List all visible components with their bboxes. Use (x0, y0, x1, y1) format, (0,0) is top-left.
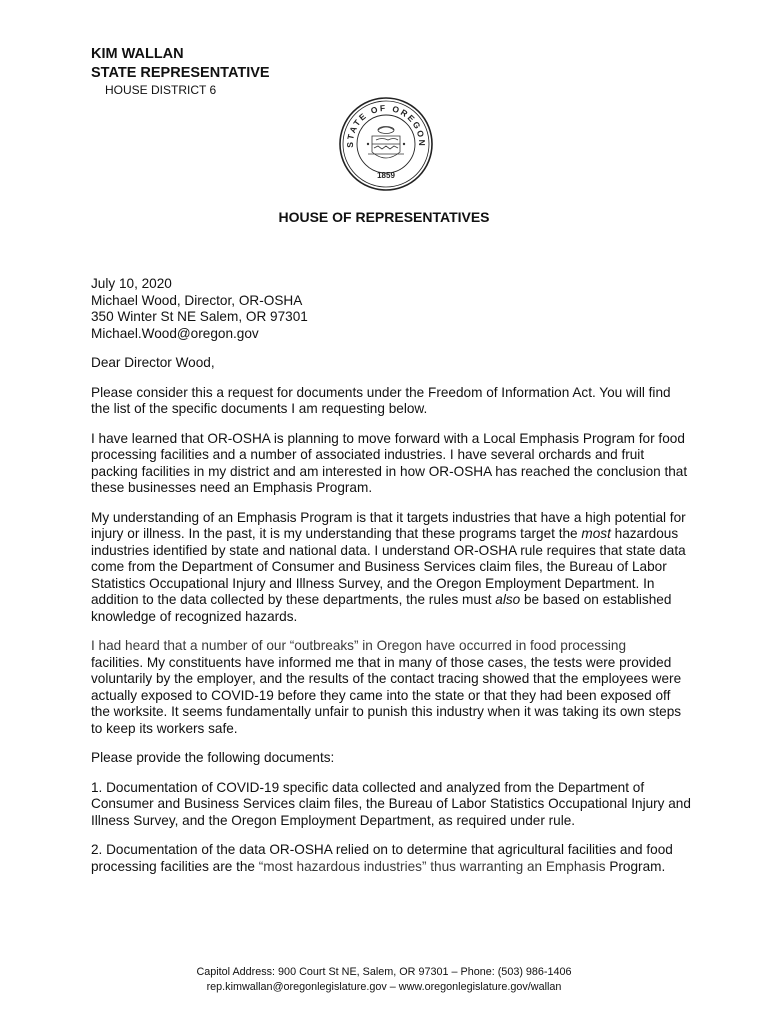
paragraph-2: I have learned that OR-OSHA is planning to move forward with a Local Emphasis Program for food processing facilities and a number of associated industries. I have several orchards and fruit packing facilities in my district and am interested in how OR-OSHA has reached the conclusion that these businesses need an Emphasis Program. (91, 430, 688, 495)
letter-date: July 10, 2020 (91, 276, 172, 291)
salutation: Dear Director Wood, (91, 355, 215, 370)
emphasis-also: also (495, 592, 521, 607)
letter-footer (0, 965, 768, 995)
recipient-line-1: Michael Wood, Director, OR-OSHA (91, 292, 303, 308)
recipient-email: Michael.Wood@oregon.gov (91, 325, 259, 341)
seal-year: 1859 (377, 171, 395, 180)
paragraph-1: Please consider this a request for documents under the Freedom of Information Act. You will find the list of the specific documents I am requesting below. (91, 384, 671, 416)
paragraph-3 (91, 510, 691, 626)
oregon-state-seal-icon (338, 96, 434, 192)
request-item-2-part-c: Program. (605, 858, 666, 874)
footer-contact: rep.kimwallan@oregonlegislature.gov – www.oregonlegislature.gov/wallan (206, 981, 562, 993)
house-heading: HOUSE OF REPRESENTATIVES (278, 209, 490, 225)
paragraph-4 (91, 638, 691, 737)
paragraph-3-part-a: My understanding of an Emphasis Program is that it targets industries that have a high potential for injury or illness. In the past, it is my understanding that these programs target the (91, 509, 686, 541)
address-block (91, 276, 691, 342)
paragraph-4-rest: facilities. My constituents have informed me that in many of those cases, the tests were provided voluntarily by the employer, and the results of the contact tracing showed that the employees were actually exposed to COVID-19 before they came into the state or that they had been exposed off the worksite. It seems fundamentally unfair to punish this industry when it was taking its own steps to keep its workers safe. (91, 654, 682, 736)
footer-capitol-address: Capitol Address: 900 Court St NE, Salem, OR 97301 – Phone: (503) 986-1406 (196, 966, 572, 978)
representative-name: KIM WALLAN (91, 46, 184, 62)
representative-title: STATE REPRESENTATIVE (91, 65, 270, 81)
request-item-2-part-b: “most hazardous industries” thus warranting an Emphasis (258, 858, 606, 874)
paragraph-3-part-c: be based on established knowledge of recognized hazards. (91, 592, 672, 624)
paragraph-5: Please provide the following documents: (91, 750, 335, 765)
recipient-line-2: 350 Winter St NE Salem, OR 97301 (91, 309, 308, 324)
request-item-1: 1. Documentation of COVID-19 specific data collected and analyzed from the Department of Consumer and Business Services claim files, the Bureau of Labor Statistics Occupational Injury and Illness Survey, and the Oregon Employment Department, as required under rule. (91, 779, 691, 828)
paragraph-4-first-line: I had heard that a number of our “outbreaks” in Oregon have occurred in food processing (91, 638, 627, 653)
letter-body (91, 276, 691, 888)
request-item-2 (91, 842, 691, 875)
house-district: HOUSE DISTRICT 6 (105, 83, 217, 97)
emphasis-most: most (581, 526, 611, 541)
request-item-2-part-a: 2. Documentation of the data OR-OSHA relied on to determine that agricultural facilities and food processing facilities are the (91, 842, 673, 874)
seal-top-text: STATE OF OREGON (344, 102, 428, 148)
paragraph-3-part-b: hazardous industries identified by state and national data. I understand OR-OSHA rule requires that state data come from the Department of Consumer and Business Services claim files, the Bureau of Labor Statistics Occupational Injury and Illness Survey, and the Oregon Employment Department. In addition to the data collected by these departments, the rules must (91, 526, 686, 607)
